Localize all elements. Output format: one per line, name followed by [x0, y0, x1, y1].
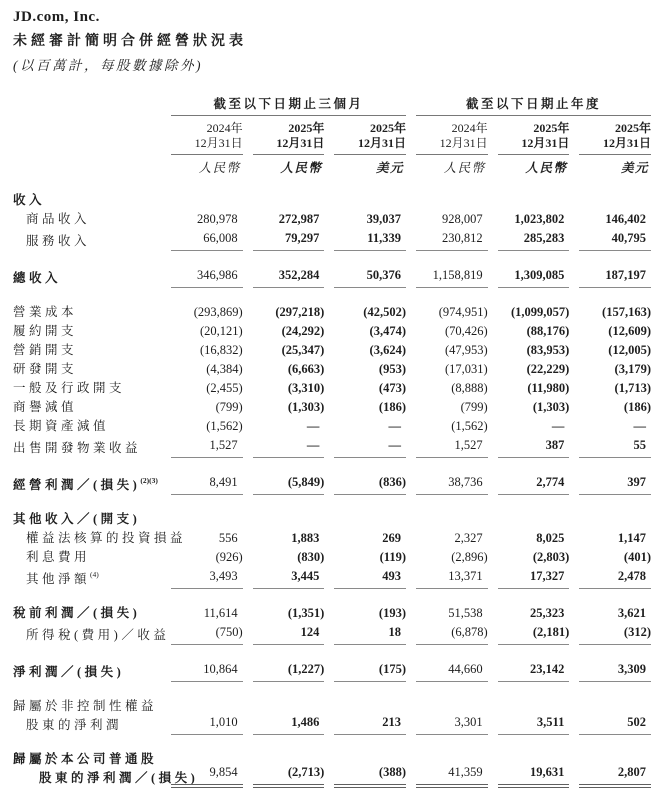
- value-cell: (799): [215, 400, 243, 414]
- table-row: [13, 341, 651, 360]
- value-cell: 40,795: [579, 229, 651, 251]
- value-cell: —: [551, 419, 565, 433]
- value-cell: (1,351): [287, 606, 325, 620]
- value-cell: 928,007: [442, 212, 483, 226]
- row-label: 淨利潤／(損失): [13, 665, 125, 679]
- row-label: 商譽減值: [13, 400, 78, 414]
- row-label: 利息費用: [26, 550, 91, 564]
- statement-note: (以百萬計，每股數據除外): [13, 58, 203, 73]
- value-cell: 3,621: [617, 606, 646, 620]
- table-row: [13, 623, 651, 645]
- value-cell: 2,774: [498, 473, 570, 495]
- value-cell: (2,803): [532, 550, 570, 564]
- value-cell: (42,502): [363, 305, 406, 319]
- column-header-date: 2025年 12月31日: [253, 121, 325, 155]
- value-cell: (47,953): [444, 343, 488, 357]
- footnote-ref: (4): [90, 570, 99, 579]
- group-header-three-months: 截至以下日期止三個月: [171, 94, 406, 116]
- value-cell: (1,562): [206, 419, 243, 433]
- value-cell: (1,562): [451, 419, 488, 433]
- value-cell: (926): [215, 550, 243, 564]
- row-label: 一般及行政開支: [13, 381, 126, 395]
- value-cell: 2,807: [579, 763, 651, 788]
- value-cell: 502: [579, 713, 651, 735]
- value-cell: 3,511: [498, 713, 570, 735]
- value-cell: (293,869): [193, 305, 243, 319]
- row-label: 出售開發物業收益: [13, 441, 142, 455]
- value-cell: 556: [218, 531, 238, 545]
- value-cell: (3,179): [614, 362, 651, 376]
- table-row: [13, 473, 651, 495]
- value-cell: 25,323: [529, 606, 565, 620]
- value-cell: (2,713): [253, 763, 325, 788]
- value-cell: 1,309,085: [498, 266, 570, 288]
- column-header-date: 2025年 12月31日: [579, 121, 651, 155]
- value-cell: 387: [498, 436, 570, 458]
- column-header-currency: 人民幣: [443, 161, 486, 175]
- value-cell: 17,327: [498, 567, 570, 589]
- table-row: [13, 266, 651, 288]
- value-cell: 346,986: [171, 266, 243, 288]
- row-label: 經營利潤／(損失)$^{(2)(3)}$: [13, 476, 158, 492]
- value-cell: 213: [334, 713, 406, 735]
- value-cell: (25,347): [281, 343, 325, 357]
- row-label: 稅前利潤／(損失): [13, 606, 141, 620]
- value-cell: 11,614: [203, 606, 238, 620]
- row-label: 權益法核算的投資損益: [26, 531, 187, 545]
- value-cell: (175): [334, 660, 406, 682]
- value-cell: 55: [579, 436, 651, 458]
- column-header-date: 2025年 12月31日: [498, 121, 570, 155]
- value-cell: 8,025: [536, 531, 565, 545]
- column-header-date: 2024年 12月31日: [171, 121, 243, 155]
- table-row: [13, 567, 651, 589]
- value-cell: —: [253, 436, 325, 458]
- value-cell: 397: [579, 473, 651, 495]
- table-row: [13, 229, 651, 251]
- value-cell: (3,624): [369, 343, 406, 357]
- value-cell: (799): [460, 400, 488, 414]
- value-cell: (750): [171, 623, 243, 645]
- value-cell: (12,609): [608, 324, 651, 338]
- column-currency-header-row: [13, 158, 651, 176]
- table-row: [13, 697, 651, 735]
- value-cell: (16,832): [199, 343, 243, 357]
- table-row: [13, 191, 651, 210]
- value-cell: (5,849): [253, 473, 325, 495]
- value-cell: (83,953): [526, 343, 570, 357]
- table-row: [13, 210, 651, 229]
- table-row: [13, 322, 651, 341]
- row-label: 歸屬於本公司普通股 股東的淨利潤／(損失): [13, 752, 199, 785]
- value-cell: 44,660: [416, 660, 488, 682]
- column-header-date: 2024年 12月31日: [416, 121, 488, 155]
- value-cell: 3,309: [579, 660, 651, 682]
- value-cell: —: [388, 419, 401, 433]
- company-name: JD.com, Inc.: [13, 9, 100, 25]
- value-cell: 11,339: [334, 229, 406, 251]
- column-date-header-row: [13, 121, 651, 155]
- value-cell: 19,631: [498, 763, 570, 788]
- row-label: 總收入: [13, 271, 62, 285]
- income-statement-table: [13, 94, 651, 788]
- value-cell: 66,008: [171, 229, 243, 251]
- value-cell: 280,978: [197, 212, 238, 226]
- table-row: [13, 529, 651, 548]
- value-cell: 18: [334, 623, 406, 645]
- table-row: [13, 360, 651, 379]
- value-cell: 187,197: [579, 266, 651, 288]
- value-cell: (3,310): [287, 381, 325, 395]
- value-cell: —: [334, 436, 406, 458]
- value-cell: 1,023,802: [514, 212, 565, 226]
- value-cell: (1,099,057): [511, 305, 570, 319]
- value-cell: (2,455): [206, 381, 243, 395]
- row-label: 歸屬於非控制性權益 股東的淨利潤: [13, 699, 158, 732]
- value-cell: 269: [382, 531, 401, 545]
- value-cell: (312): [579, 623, 651, 645]
- value-cell: 493: [334, 567, 406, 589]
- table-row: [13, 436, 651, 458]
- statement-title: 未經審計簡明合併經營狀況表: [13, 34, 247, 49]
- value-cell: (388): [334, 763, 406, 788]
- value-cell: 1,486: [253, 713, 325, 735]
- column-header-currency: 人民幣: [280, 161, 323, 175]
- column-header-currency: 美元: [375, 161, 404, 175]
- value-cell: 39,037: [366, 212, 401, 226]
- doc-header: [13, 9, 651, 74]
- value-cell: (1,227): [253, 660, 325, 682]
- value-cell: —: [633, 419, 646, 433]
- value-cell: (3,474): [369, 324, 406, 338]
- row-label: 其他淨額$^{(4)}$: [26, 570, 99, 586]
- value-cell: (24,292): [281, 324, 325, 338]
- group-header-year: 截至以下日期止年度: [416, 94, 651, 116]
- value-cell: (1,713): [614, 381, 651, 395]
- value-cell: (297,218): [275, 305, 325, 319]
- value-cell: (830): [297, 550, 325, 564]
- value-cell: 41,359: [416, 763, 488, 788]
- row-label: 營業成本: [13, 305, 78, 319]
- value-cell: (119): [379, 550, 406, 564]
- column-header-date: 2025年 12月31日: [334, 121, 406, 155]
- table-row: [13, 398, 651, 417]
- value-cell: (20,121): [199, 324, 243, 338]
- value-cell: 2,327: [454, 531, 483, 545]
- value-cell: (2,181): [498, 623, 570, 645]
- table-body: [13, 191, 651, 788]
- value-cell: (401): [623, 550, 651, 564]
- row-label: 所得稅(費用)／收益: [26, 628, 170, 642]
- value-cell: (70,426): [444, 324, 488, 338]
- value-cell: (11,980): [527, 381, 570, 395]
- value-cell: (17,031): [444, 362, 488, 376]
- value-cell: (4,384): [206, 362, 243, 376]
- value-cell: (193): [378, 606, 406, 620]
- value-cell: 3,301: [416, 713, 488, 735]
- value-cell: 3,493: [171, 567, 243, 589]
- row-label: 研發開支: [13, 362, 78, 376]
- footnote-ref: (2)(3): [140, 476, 158, 485]
- value-cell: (974,951): [438, 305, 488, 319]
- value-cell: 2,478: [579, 567, 651, 589]
- value-cell: 230,812: [416, 229, 488, 251]
- value-cell: 9,854: [171, 763, 243, 788]
- value-cell: (186): [378, 400, 406, 414]
- value-cell: (12,005): [608, 343, 651, 357]
- value-cell: 1,527: [416, 436, 488, 458]
- value-cell: (473): [378, 381, 406, 395]
- table-row: [13, 548, 651, 567]
- value-cell: 1,147: [617, 531, 646, 545]
- value-cell: 13,371: [416, 567, 488, 589]
- value-cell: (157,163): [602, 305, 651, 319]
- value-cell: (88,176): [526, 324, 570, 338]
- value-cell: 38,736: [416, 473, 488, 495]
- value-cell: 79,297: [253, 229, 325, 251]
- value-cell: 1,158,819: [416, 266, 488, 288]
- row-label: 其他收入／(開支): [13, 512, 141, 526]
- value-cell: 23,142: [498, 660, 570, 682]
- value-cell: (1,303): [532, 400, 570, 414]
- value-cell: (953): [378, 362, 406, 376]
- column-header-currency: 人民幣: [525, 161, 568, 175]
- row-label: 履約開支: [13, 324, 78, 338]
- table-row: [13, 379, 651, 398]
- value-cell: 1,010: [171, 713, 243, 735]
- value-cell: 51,538: [448, 606, 483, 620]
- table-row: [13, 750, 651, 788]
- table-row: [13, 417, 651, 436]
- value-cell: 10,864: [171, 660, 243, 682]
- value-cell: (836): [334, 473, 406, 495]
- value-cell: 3,445: [253, 567, 325, 589]
- value-cell: 50,376: [334, 266, 406, 288]
- row-label: 營銷開支: [13, 343, 78, 357]
- row-label: 商品收入: [26, 212, 91, 226]
- value-cell: (22,229): [526, 362, 570, 376]
- value-cell: 8,491: [171, 473, 243, 495]
- value-cell: 124: [253, 623, 325, 645]
- row-label: 長期資產減值: [13, 419, 110, 433]
- value-cell: (6,663): [287, 362, 325, 376]
- table-row: [13, 660, 651, 682]
- value-cell: (1,303): [287, 400, 325, 414]
- value-cell: (186): [623, 400, 651, 414]
- row-label: 收入: [13, 193, 46, 207]
- value-cell: 285,283: [498, 229, 570, 251]
- value-cell: 352,284: [253, 266, 325, 288]
- value-cell: (2,896): [451, 550, 488, 564]
- column-header-currency: 人民幣: [198, 161, 241, 175]
- period-group-header-row: [13, 94, 651, 116]
- value-cell: —: [306, 419, 320, 433]
- row-label: 服務收入: [26, 234, 91, 248]
- column-header-currency: 美元: [620, 161, 649, 175]
- value-cell: 272,987: [278, 212, 320, 226]
- table-row: [13, 604, 651, 623]
- table-row: [13, 303, 651, 322]
- value-cell: 146,402: [605, 212, 646, 226]
- value-cell: 1,883: [291, 531, 320, 545]
- value-cell: (6,878): [416, 623, 488, 645]
- table-row: [13, 510, 651, 529]
- value-cell: (8,888): [451, 381, 488, 395]
- value-cell: 1,527: [171, 436, 243, 458]
